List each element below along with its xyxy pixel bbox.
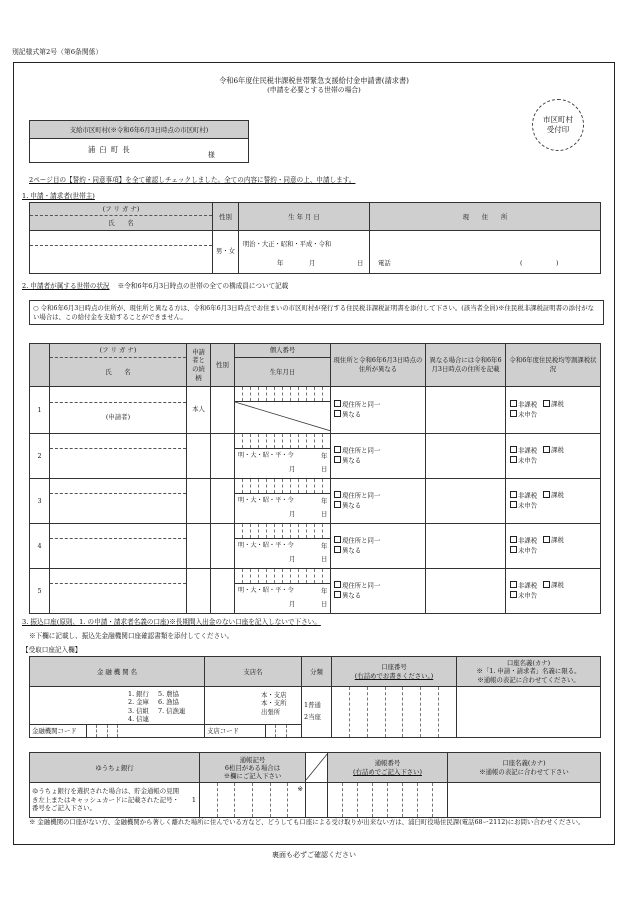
bank-code-label: 金融機関コード: [32, 727, 77, 735]
member-name: [50, 584, 186, 613]
tax-label: 課税: [551, 491, 564, 500]
branch-code-label: 支店コード: [207, 727, 239, 735]
row-month: 月: [289, 510, 296, 518]
household-name-label: 氏 名: [105, 368, 131, 376]
sex-options-text: 男・女: [215, 247, 236, 256]
kigo-sub1: 6桁目がある場合は: [224, 763, 281, 772]
applicant-name-header: [30, 203, 213, 231]
diff-label: 異なる: [342, 410, 362, 419]
bank-type-1: 1. 銀行: [128, 690, 149, 698]
addr-diff-cell[interactable]: [331, 434, 426, 479]
same-label: 現住所と同一: [342, 400, 381, 409]
tax-label: 課税: [551, 400, 564, 409]
member-name: (申請者): [105, 413, 131, 421]
row-day: 日: [321, 510, 328, 518]
row-day: 日: [321, 465, 328, 473]
branch-code-digits[interactable]: [265, 725, 296, 737]
relation-cell[interactable]: [187, 524, 211, 569]
member-name: [50, 494, 186, 523]
era-short: 明・大・昭・平・令: [238, 452, 294, 459]
bank-type-6: 6. 漁協: [158, 698, 179, 707]
id-birth-header: [235, 344, 331, 387]
sec1-title: 1. 申請・請求者(世帯主): [22, 192, 95, 200]
checkbox-icon[interactable]: [510, 591, 517, 598]
branch-code-row: [205, 724, 302, 737]
checkbox-icon[interactable]: [510, 446, 517, 453]
tax-label: 課税: [551, 536, 564, 545]
nontax-label: 非課税: [518, 446, 538, 455]
footer-note: ※ 金融機関の口座がない方、金融機関から著しく離れた場所に住んでいる方など、どうしても口座による受け取りが出来ない方は、浦臼町役場住民課(電話68ー2112)にお問い合わせください。: [29, 818, 585, 826]
addr-diff-cell[interactable]: [331, 524, 426, 569]
birth-day: 日: [357, 259, 364, 267]
nontax-label: 非課税: [518, 491, 538, 500]
branch-type-3: 出張所: [261, 707, 281, 716]
branch-cell[interactable]: [205, 687, 302, 738]
undeclared-label: 未申告: [518, 501, 538, 510]
member-sex-cell[interactable]: [211, 434, 235, 479]
undeclared-label: 未申告: [518, 456, 538, 465]
household-row: [30, 434, 601, 479]
branch-types: [261, 691, 287, 716]
kigo-cell[interactable]: [200, 783, 306, 818]
checkbox-icon[interactable]: [510, 491, 517, 498]
same-label: 現住所と同一: [342, 581, 381, 590]
member-name-cell[interactable]: [50, 524, 187, 569]
diff-label: 異なる: [342, 546, 362, 555]
address-header: 現 住 所: [370, 203, 601, 231]
sec3-note: ※下欄に記載し、振込先金融機関口座確認書類を添付してください。: [29, 632, 234, 640]
birth-cell[interactable]: [239, 231, 370, 274]
checkbox-icon[interactable]: [543, 491, 550, 498]
id-label: 個人番号: [235, 344, 330, 358]
household-table: [29, 343, 601, 614]
acct-type-cell[interactable]: [302, 687, 332, 738]
acct-no-cell[interactable]: [332, 687, 457, 738]
sec2-title-note: ※令和6年6月3日時点の世帯の全ての構成員について記載: [117, 282, 289, 290]
kigo-star: ※: [297, 785, 303, 793]
relation-cell[interactable]: [187, 434, 211, 479]
tax-cell[interactable]: [506, 434, 601, 479]
checkbox-icon[interactable]: [510, 581, 517, 588]
member-name-cell[interactable]: [50, 434, 187, 479]
bank-name-cell[interactable]: [30, 687, 205, 738]
row-number: 2: [30, 434, 50, 479]
checkbox-icon[interactable]: [510, 456, 517, 463]
row-year: 年: [321, 542, 328, 550]
diff-label: 異なる: [342, 456, 362, 465]
acct-type-1: 1普通: [304, 701, 321, 710]
member-name-cell[interactable]: [50, 569, 187, 614]
same-label: 現住所と同一: [342, 536, 381, 545]
yucho-desc-cell: [30, 783, 200, 818]
addr-diff-cell[interactable]: [331, 479, 426, 524]
bango-header: [328, 753, 448, 783]
relation-cell[interactable]: [187, 569, 211, 614]
holder-sub2: ※通帳の表記に合わせてください。: [477, 675, 580, 684]
birth-month: 月: [309, 259, 316, 267]
acct-no-label: 口座番号: [381, 662, 407, 671]
household-row: [30, 387, 601, 434]
form-id: 別記様式第2号（第6条関係）: [12, 48, 103, 56]
id-birth-cell: [235, 387, 331, 434]
name-label: 氏 名: [108, 219, 134, 227]
birth-entry[interactable]: [235, 539, 330, 568]
checkbox-icon[interactable]: [543, 536, 550, 543]
form-subtitle: (申請を必要とする世帯の場合): [267, 86, 361, 94]
bank-table: [29, 656, 601, 738]
yucho-holder-cell[interactable]: [448, 783, 601, 818]
row-year: 年: [321, 587, 328, 595]
sec3-title-text: 3. 振込口座(原則、1. の申請・請求者名義の口座)※長期間入出金のない口座を記入しないで下さい。: [22, 618, 321, 626]
row-number: 3: [30, 479, 50, 524]
sex-header: 性別: [213, 203, 239, 231]
row-number: 4: [30, 524, 50, 569]
id-birth-cell: [235, 479, 331, 524]
holder-header: [457, 657, 601, 687]
recipient-name-cell: [30, 139, 249, 163]
household-name-header: [50, 344, 187, 387]
bank-code-row: [30, 724, 205, 737]
checkbox-icon[interactable]: [334, 491, 341, 498]
sec2-title: 2. 申請者が属する世帯の状況: [22, 282, 110, 290]
checkbox-icon[interactable]: [334, 446, 341, 453]
address-cell[interactable]: [370, 231, 601, 274]
checkbox-icon[interactable]: [334, 536, 341, 543]
yucho-holder-label: 口座名義(カナ): [502, 758, 546, 767]
tax-header: 令和6年度住民税均等割課税状況: [506, 344, 601, 387]
id-digits[interactable]: [235, 569, 330, 584]
addr-write-cell[interactable]: [426, 434, 506, 479]
consent-notice: 2ページ目の【誓約・同意事項】を全て確認しチェックしました。全ての内容に誓約・同意の上、申請します。: [29, 176, 356, 184]
yucho-holder-header: [448, 753, 601, 783]
birth-entry[interactable]: [235, 449, 330, 478]
row-number: 5: [30, 569, 50, 614]
yucho-holder-sub: ※通帳の表記に合わせて下さい: [479, 767, 569, 776]
household-sex-header: 性別: [211, 344, 235, 387]
checkbox-icon[interactable]: [334, 581, 341, 588]
member-sex-cell[interactable]: [211, 569, 235, 614]
recipient-name: 浦 臼 町 長: [88, 145, 131, 154]
checkbox-icon[interactable]: [543, 581, 550, 588]
relation-cell[interactable]: 本人: [187, 387, 211, 434]
account-label: 【受取口座記入欄】: [22, 646, 82, 654]
id-digits[interactable]: [235, 479, 330, 494]
household-row: [30, 479, 601, 524]
yucho-header: ゆうちょ銀行: [30, 753, 200, 783]
checkbox-icon[interactable]: [543, 400, 550, 407]
holder-cell[interactable]: [457, 687, 601, 738]
addr-diff-header: 現住所と令和6年6月3日時点の住所が異なる: [331, 344, 426, 387]
row-month: 月: [289, 600, 296, 608]
holder-label: 口座名義(カナ): [506, 658, 551, 667]
bank-header: 金 融 機 関 名: [30, 657, 205, 687]
id-birth-cell: [235, 524, 331, 569]
acct-type-2: 2当座: [304, 713, 321, 721]
id-digits[interactable]: [235, 387, 330, 402]
slash-icon: [306, 753, 328, 780]
checkbox-icon[interactable]: [543, 446, 550, 453]
birth-strike-icon: [235, 402, 331, 431]
recipient-header: 支給市区町村(※令和6年6月3日時点の市区町村): [30, 121, 249, 139]
addr-write-cell[interactable]: [426, 569, 506, 614]
member-name-cell[interactable]: [50, 479, 187, 524]
era-short: 明・大・昭・平・令: [238, 587, 294, 594]
birth-header: 生 年 月 日: [239, 203, 370, 231]
era-short: 明・大・昭・平・令: [238, 497, 294, 504]
birth-label: 生年月日: [269, 368, 296, 376]
holder-sub1: ※「1. 申請・請求者」名義に限る。: [476, 667, 581, 676]
sec2-title-row: [22, 282, 288, 290]
member-name: [50, 449, 186, 478]
household-row: [30, 524, 601, 569]
undeclared-label: 未申告: [518, 410, 538, 419]
checkbox-icon[interactable]: [334, 501, 341, 508]
birth-entry[interactable]: [235, 494, 330, 523]
acct-no-sub: (右詰めでお書きください。): [354, 671, 434, 680]
bank-type-4: 4. 信連: [128, 714, 149, 723]
member-name-cell[interactable]: [50, 387, 187, 434]
tax-label: 課税: [551, 581, 564, 590]
checkbox-icon[interactable]: [334, 591, 341, 598]
bank-types-col1: [128, 690, 149, 723]
member-sex-cell[interactable]: [211, 524, 235, 569]
relation-cell[interactable]: [187, 479, 211, 524]
tax-label: 課税: [551, 446, 564, 455]
bank-code-digits[interactable]: [86, 725, 127, 737]
checkbox-icon[interactable]: [510, 400, 517, 407]
bank-types-col2: [158, 690, 185, 715]
addr-diff-cell[interactable]: [331, 387, 426, 434]
recipient-box: [29, 120, 249, 163]
household-furigana-label: (フ リ ガ ナ): [50, 344, 186, 358]
checkbox-icon[interactable]: [334, 400, 341, 407]
row-year: 年: [321, 452, 328, 460]
household-row: [30, 569, 601, 614]
checkbox-icon[interactable]: [334, 456, 341, 463]
row-month: 月: [289, 465, 296, 473]
checkbox-icon[interactable]: [510, 536, 517, 543]
birth-year: 年: [277, 259, 284, 267]
tel-close: ): [556, 259, 559, 267]
era-options: 明治・大正・昭和・平成・令和: [243, 241, 332, 248]
form-title: 令和6年度住民税非課税世帯緊急支援給付金申請書(請求書): [219, 76, 409, 85]
type-header: 分類: [302, 657, 332, 687]
row-day: 日: [321, 555, 328, 563]
addr-diff-cell[interactable]: [331, 569, 426, 614]
member-sex-cell[interactable]: [211, 387, 235, 434]
bango-label: 通帳番号: [374, 758, 401, 767]
applicant-table: [29, 202, 601, 274]
bango-sub: (右詰めでご記入下さい): [353, 767, 422, 776]
checkbox-icon[interactable]: [510, 410, 517, 417]
footer-text: 裏面も必ずご確認ください: [272, 851, 356, 859]
tel-label: 電話: [378, 259, 391, 267]
bank-type-5: 5. 農協: [158, 690, 179, 698]
slash-cell: [306, 753, 328, 783]
row-number: 1: [30, 387, 50, 434]
yucho-table: [29, 752, 601, 818]
row-year: 年: [321, 497, 328, 505]
same-label: 現住所と同一: [342, 446, 381, 455]
kigo-sub2: ※欄にご記入下さい: [223, 771, 282, 780]
slash-cell-2: [306, 783, 328, 818]
checkbox-icon[interactable]: [334, 546, 341, 553]
birth-entry[interactable]: [235, 584, 330, 613]
id-birth-cell: [235, 434, 331, 479]
same-label: 現住所と同一: [342, 491, 381, 500]
row-day: 日: [321, 600, 328, 608]
addr-write-cell[interactable]: [426, 524, 506, 569]
sex-options[interactable]: [213, 231, 239, 274]
id-digits[interactable]: [235, 524, 330, 539]
addr-write-cell[interactable]: [426, 479, 506, 524]
id-digits[interactable]: [235, 434, 330, 449]
branch-type-2: 本・支所: [261, 699, 287, 708]
bank-type-3: 3. 信組: [128, 706, 149, 715]
nontax-label: 非課税: [518, 581, 538, 590]
undeclared-label: 未申告: [518, 546, 538, 555]
row-month: 月: [289, 555, 296, 563]
furigana-label: (フ リ ガ ナ): [30, 203, 212, 216]
relation-header: 申請者との続柄: [187, 344, 211, 387]
addr-write-cell[interactable]: [426, 387, 506, 434]
yucho-desc: ゆうちょ銀行を選択された場合は、貯金通帳の見開き左上またはキャッシュカードに記載された記号・番号をご記入下さい。: [32, 787, 179, 813]
yucho-one: 1: [191, 796, 196, 804]
era-short: 明・大・昭・平・令: [238, 542, 294, 549]
sec2-notice: ○ 令和6年6月3日時点の住所が、現住所と異なる方は、令和6年6月3日時点でお住まいの市区町村が発行する住民税非課税証明書を添付して下さい。(該当者全員)※住民税非課税証明書の添付がない場合は、この給付金を支給することができません。: [29, 300, 604, 325]
kigo-header: [200, 753, 306, 783]
tel-open: (: [520, 259, 523, 267]
checkbox-icon[interactable]: [334, 410, 341, 417]
member-name: [50, 539, 186, 568]
diff-label: 異なる: [342, 591, 362, 600]
tax-cell[interactable]: [506, 479, 601, 524]
tax-cell[interactable]: [506, 569, 601, 614]
nontax-label: 非課税: [518, 536, 538, 545]
sec3-title: [22, 618, 321, 626]
recipient-suffix: 様: [208, 151, 215, 159]
diff-label: 異なる: [342, 501, 362, 510]
bank-type-2: 2. 金庫: [128, 698, 149, 707]
reception-stamp: [532, 99, 584, 151]
bank-type-7: 7. 信漁連: [158, 706, 186, 715]
id-birth-cell: [235, 569, 331, 614]
member-sex-cell[interactable]: [211, 479, 235, 524]
stamp-line2: 受付印: [546, 125, 570, 134]
bango-cell[interactable]: [328, 783, 448, 818]
nontax-label: 非課税: [518, 400, 538, 409]
checkbox-icon[interactable]: [510, 546, 517, 553]
checkbox-icon[interactable]: [510, 501, 517, 508]
undeclared-label: 未申告: [518, 591, 538, 600]
branch-header: 支店名: [205, 657, 302, 687]
addr-write-header: 異なる場合には令和6年6月3日時点の住所を記載: [426, 344, 506, 387]
branch-type-1: 本・支店: [261, 691, 287, 699]
acct-no-header: [332, 657, 457, 687]
tax-cell[interactable]: [506, 387, 601, 434]
stamp-line1: 市区町村: [543, 115, 573, 125]
tax-cell[interactable]: [506, 524, 601, 569]
kigo-label: 通帳記号: [239, 755, 266, 764]
applicant-name-cell[interactable]: [30, 231, 213, 274]
